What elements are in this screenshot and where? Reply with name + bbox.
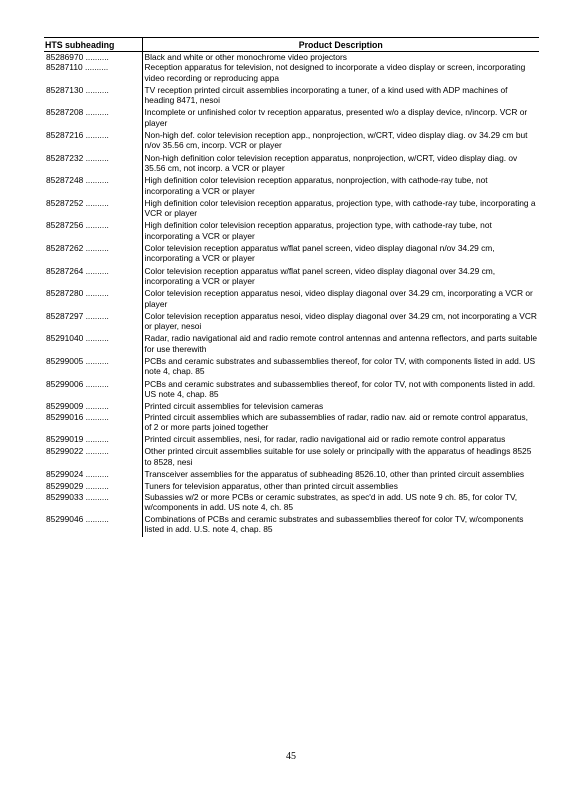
- hts-code: 85287216 ..........: [46, 130, 109, 141]
- hts-code: 85299009 ..........: [46, 401, 109, 412]
- table-row: [44, 412, 539, 435]
- product-description: High definition color television reception apparatus, projection type, with cathode-ray tube, incorporating a VCR or player: [142, 198, 539, 221]
- product-description: Color television reception apparatus nesoi, video display diagonal over 34.29 cm, incorporating a VCR or player: [142, 288, 539, 311]
- table-row: [44, 266, 539, 289]
- table-row: [44, 153, 539, 176]
- table-row: [44, 379, 539, 402]
- table-row: [44, 492, 539, 515]
- product-description: Printed circuit assemblies for television cameras: [142, 401, 539, 411]
- header-row: [44, 38, 539, 52]
- product-description: Radar, radio navigational aid and radio remote control antennas and antenna reflectors, and parts suitable for use therewith: [142, 333, 539, 356]
- product-description: Non-high def. color television reception app., nonprojection, w/CRT, video display diag. ov 34.29 cm but n/ov 35.56 cm, incorp. VCR or player: [142, 130, 539, 153]
- hts-code: 85287110 ..........: [46, 62, 109, 73]
- table-body: [44, 52, 539, 537]
- hts-code: 85299024 ..........: [46, 468, 109, 479]
- hts-table: [44, 37, 539, 537]
- hts-code: 85287130 ..........: [46, 84, 109, 95]
- product-description: Printed circuit assemblies which are subassemblies of radar, radio nav. aid or remote control apparatus, of 2 or more parts joined together: [142, 412, 539, 435]
- hts-code: 85299046 ..........: [46, 514, 109, 525]
- table-row: [44, 198, 539, 221]
- product-description: PCBs and ceramic substrates and subassemblies thereof, for color TV, with components listed in add. US note 4, chap. 85: [142, 356, 539, 379]
- table-row: [44, 401, 539, 411]
- hts-code: 85299019 ..........: [46, 434, 109, 445]
- table-row: [44, 446, 539, 469]
- product-description: Subassies w/2 or more PCBs or ceramic substrates, as spec'd in add. US note 9 ch. 85, for color TV, w/components in add. US note 4, ch. 85: [142, 492, 539, 515]
- table-row: [44, 85, 539, 108]
- product-description: Color television reception apparatus w/flat panel screen, video display diagonal over 34.29 cm, incorporating a VCR or player: [142, 266, 539, 289]
- product-description: Transceiver assemblies for the apparatus of subheading 8526.10, other than printed circuit assemblies: [142, 469, 539, 481]
- hts-code: 85299033 ..........: [46, 491, 109, 502]
- table-row: [44, 62, 539, 85]
- table-row: [44, 243, 539, 266]
- hts-code: 85287252 ..........: [46, 197, 109, 208]
- hts-code: 85287280 ..........: [46, 288, 109, 299]
- product-description: PCBs and ceramic substrates and subassemblies thereof, for color TV, not with components listed in add. US note 4, chap. 85: [142, 379, 539, 402]
- table-row: [44, 288, 539, 311]
- header-hts-subheading: HTS subheading: [44, 38, 142, 52]
- hts-code: 85287232 ..........: [46, 152, 109, 163]
- hts-code: 85287262 ..........: [46, 243, 109, 254]
- hts-code: 85299029 ..........: [46, 481, 109, 492]
- hts-code: 85287264 ..........: [46, 265, 109, 276]
- hts-code: 85287297 ..........: [46, 310, 109, 321]
- hts-code: 85287256 ..........: [46, 220, 109, 231]
- product-description: High definition color television reception apparatus, nonprojection, with cathode-ray tube, not incorporating a VCR or player: [142, 175, 539, 198]
- table-row: [44, 514, 539, 537]
- table-row: [44, 333, 539, 356]
- product-description: Color television reception apparatus nesoi, video display diagonal over 34.29 cm, not incorporating a VCR or player, nesoi: [142, 311, 539, 334]
- product-description: Black and white or other monochrome video projectors: [142, 52, 539, 63]
- table-row: [44, 52, 539, 63]
- hts-code: 85299022 ..........: [46, 446, 109, 457]
- table-row: [44, 481, 539, 491]
- product-description: Tuners for television apparatus, other than printed circuit assemblies: [142, 481, 539, 491]
- product-description: Printed circuit assemblies, nesi, for radar, radio navigational aid or radio remote control apparatus: [142, 434, 539, 446]
- table-row: [44, 434, 539, 446]
- page-number: 45: [286, 751, 296, 762]
- product-description: Incomplete or unfinished color tv reception apparatus, presented w/o a display device, n/incorp. VCR or player: [142, 107, 539, 130]
- hts-code: 85287208 ..........: [46, 107, 109, 118]
- product-description: Reception apparatus for television, not designed to incorporate a video display or screen, incorporating video recording or reproducing appa: [142, 62, 539, 85]
- table-row: [44, 356, 539, 379]
- product-description: Color television reception apparatus w/flat panel screen, video display diagonal n/ov 34.29 cm, incorporating a VCR or player: [142, 243, 539, 266]
- product-description: High definition color television reception apparatus, projection type, with cathode-ray tube, not incorporating a VCR or player: [142, 220, 539, 243]
- product-description: TV reception printed circuit assemblies incorporating a tuner, of a kind used with ADP machines of heading 8471, nesoi: [142, 85, 539, 108]
- product-description: Other printed circuit assemblies suitable for use solely or principally with the apparatus of headings 8525 to 8528, nesi: [142, 446, 539, 469]
- product-description: Combinations of PCBs and ceramic substrates and subassemblies thereof for color TV, w/components listed in add. U.S. note 4, chap. 85: [142, 514, 539, 537]
- table-header: [44, 38, 539, 52]
- hts-code: 85287248 ..........: [46, 175, 109, 186]
- table-row: [44, 311, 539, 334]
- product-description: Non-high definition color television reception apparatus, nonprojection, w/CRT, video display diag. ov 35.56 cm, not incorp. a VCR or player: [142, 153, 539, 176]
- hts-code: 85299005 ..........: [46, 356, 109, 367]
- hts-code: 85299006 ..........: [46, 378, 109, 389]
- table-row: [44, 107, 539, 130]
- table-row: [44, 175, 539, 198]
- table-row: [44, 220, 539, 243]
- hts-code: 85291040 ..........: [46, 333, 109, 344]
- header-product-description: Product Description: [142, 38, 539, 52]
- hts-code: 85286970 ..........: [46, 52, 109, 62]
- table-row: [44, 469, 539, 481]
- table-row: [44, 130, 539, 153]
- hts-code: 85299016 ..........: [46, 411, 109, 422]
